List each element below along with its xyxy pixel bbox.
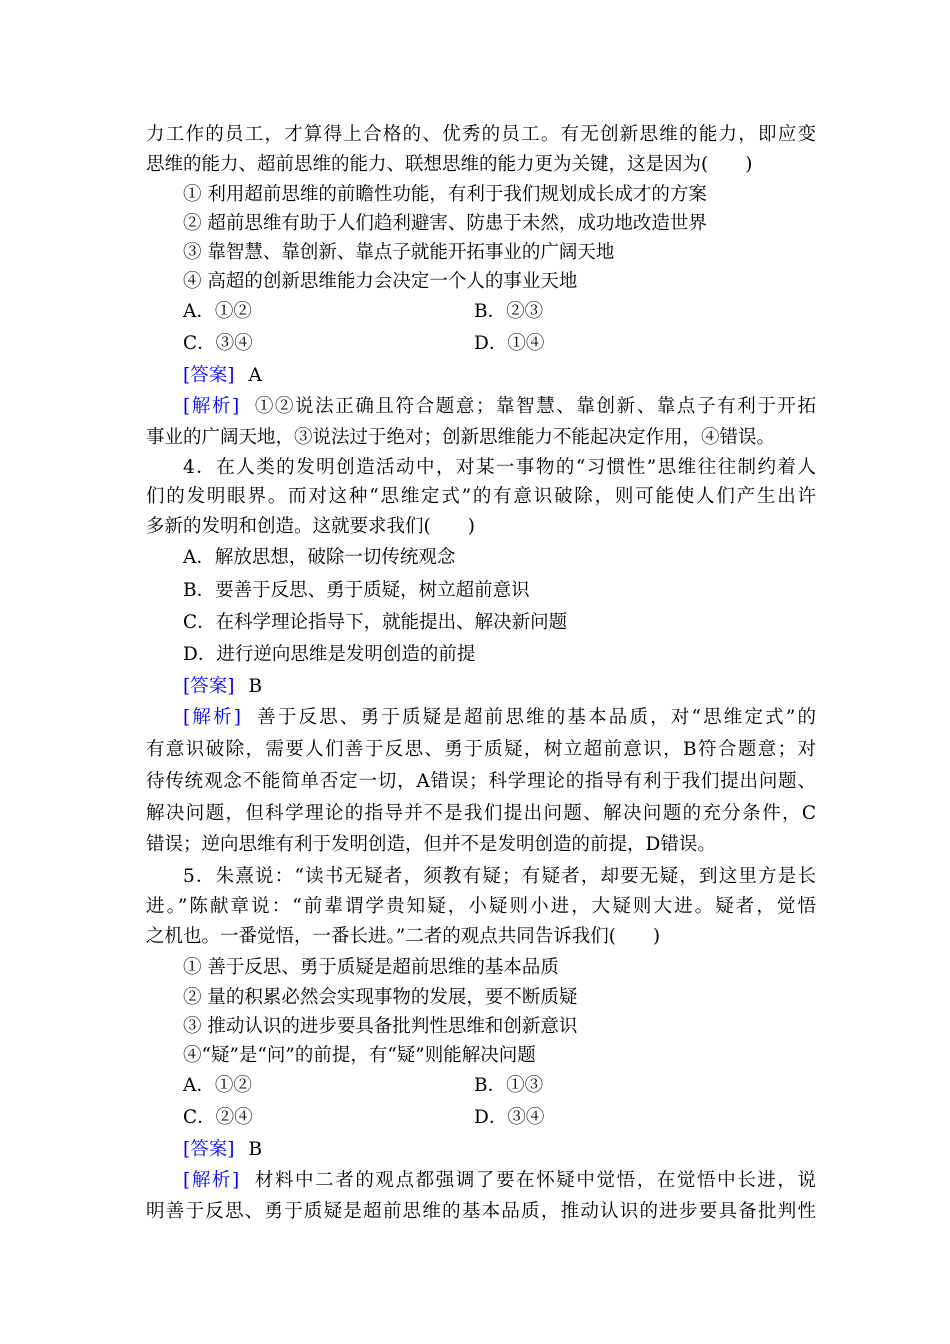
- answer-tag: [答案]: [183, 676, 235, 697]
- q3-option-a: A．①②: [183, 301, 252, 322]
- analysis-tag: [解析]: [183, 396, 240, 417]
- answer-tag: [答案]: [183, 1139, 235, 1160]
- q4-analysis-line-2: 有意识破除，需要人们善于反思、勇于质疑，树立超前意识，B符合题意；对: [146, 739, 816, 760]
- q5-analysis-line-2: 明善于反思、勇于质疑是超前思维的基本品质，推动认识的进步要具备批判性: [146, 1201, 816, 1222]
- q3-item-4: ④ 高超的创新思维能力会决定一个人的事业天地: [183, 271, 578, 292]
- analysis-text: 材料中二者的观点都强调了要在怀疑中觉悟，在觉悟中长进，说: [253, 1170, 816, 1191]
- q5-stem-line-3: 之机也。一番觉悟，一番长进。”二者的观点共同告诉我们( ): [146, 926, 661, 947]
- q5-answer: [183, 1137, 853, 1163]
- q5-option-c: C．②④: [183, 1107, 253, 1128]
- answer-value: B: [248, 1139, 263, 1160]
- q5-analysis-line-1: [146, 1168, 816, 1194]
- q4-option-d: D．进行逆向思维是发明创造的前提: [183, 644, 476, 665]
- answer-value: A: [248, 365, 262, 386]
- q5-item-3: ③ 推动认识的进步要具备批判性思维和创新意识: [183, 1016, 578, 1037]
- analysis-text: ①②说法正确且符合题意；靠智慧、靠创新、靠点子有利于开拓: [253, 396, 816, 417]
- q4-stem-line-2: 们的发明眼界。而对这种“思维定式”的有意识破除，则可能使人们产生出许: [146, 486, 816, 507]
- q4-option-a: A．解放思想，破除一切传统观念: [183, 547, 456, 568]
- q4-analysis-line-4: 解决问题，但科学理论的指导并不是我们提出问题、解决问题的充分条件，C: [146, 803, 816, 824]
- q3-item-3: ③ 靠智慧、靠创新、靠点子就能开拓事业的广阔天地: [183, 242, 615, 263]
- q4-analysis-line-5: 错误；逆向思维有利于发明创造，但并不是发明创造的前提，D错误。: [146, 834, 716, 855]
- analysis-tag: [解析]: [183, 1170, 240, 1191]
- q5-option-a: A．①②: [183, 1075, 252, 1096]
- q5-item-2: ② 量的积累必然会实现事物的发展，要不断质疑: [183, 987, 578, 1008]
- q3-option-b: B．②③: [474, 301, 544, 322]
- q5-item-1: ① 善于反思、勇于质疑是超前思维的基本品质: [183, 957, 559, 978]
- q4-answer: [183, 674, 853, 700]
- q5-stem-line-1: 5．朱熹说：“读书无疑者，须教有疑；有疑者，却要无疑，到这里方是长: [183, 866, 816, 887]
- q4-stem-line-1: 4．在人类的发明创造活动中，对某一事物的“习惯性”思维往往制约着人: [183, 457, 816, 478]
- q4-option-c: C．在科学理论指导下，就能提出、解决新问题: [183, 612, 568, 633]
- q3-option-d: D．①④: [474, 333, 545, 354]
- q4-analysis-line-3: 待传统观念不能简单否定一切，A错误；科学理论的指导有利于我们提出问题、: [146, 771, 816, 792]
- q3-item-2: ② 超前思维有助于人们趋利避害、防患于未然，成功地改造世界: [183, 213, 707, 234]
- q3-option-c: C．③④: [183, 333, 253, 354]
- answer-tag: [答案]: [183, 365, 235, 386]
- q3-stem-line-2: 思维的能力、超前思维的能力、联想思维的能力更为关键，这是因为( ): [146, 154, 753, 175]
- q5-option-b: B．①③: [474, 1075, 544, 1096]
- analysis-text: 善于反思、勇于质疑是超前思维的基本品质，对“思维定式”的: [254, 707, 816, 728]
- q4-analysis-line-1: [146, 705, 816, 731]
- q5-item-4: ④“疑”是“问”的前提，有“疑”则能解决问题: [183, 1045, 536, 1066]
- q4-option-b: B．要善于反思、勇于质疑，树立超前意识: [183, 580, 530, 601]
- answer-value: B: [248, 676, 263, 697]
- q4-stem-line-3: 多新的发明和创造。这就要求我们( ): [146, 516, 475, 537]
- analysis-tag: [解析]: [183, 707, 241, 728]
- q3-analysis-line-2: 事业的广阔天地，③说法过于绝对；创新思维能力不能起决定作用，④错误。: [146, 427, 776, 448]
- q3-answer: [183, 363, 853, 389]
- q3-analysis-line-1: [146, 394, 816, 420]
- q3-item-1: ① 利用超前思维的前瞻性功能，有利于我们规划成长成才的方案: [183, 184, 707, 205]
- q3-stem-line-1: 力工作的员工，才算得上合格的、优秀的员工。有无创新思维的能力，即应变: [146, 124, 816, 145]
- q5-option-d: D．③④: [474, 1107, 545, 1128]
- q5-stem-line-2: 进。”陈献章说：“前辈谓学贵知疑，小疑则小进，大疑则大进。疑者，觉悟: [146, 896, 816, 917]
